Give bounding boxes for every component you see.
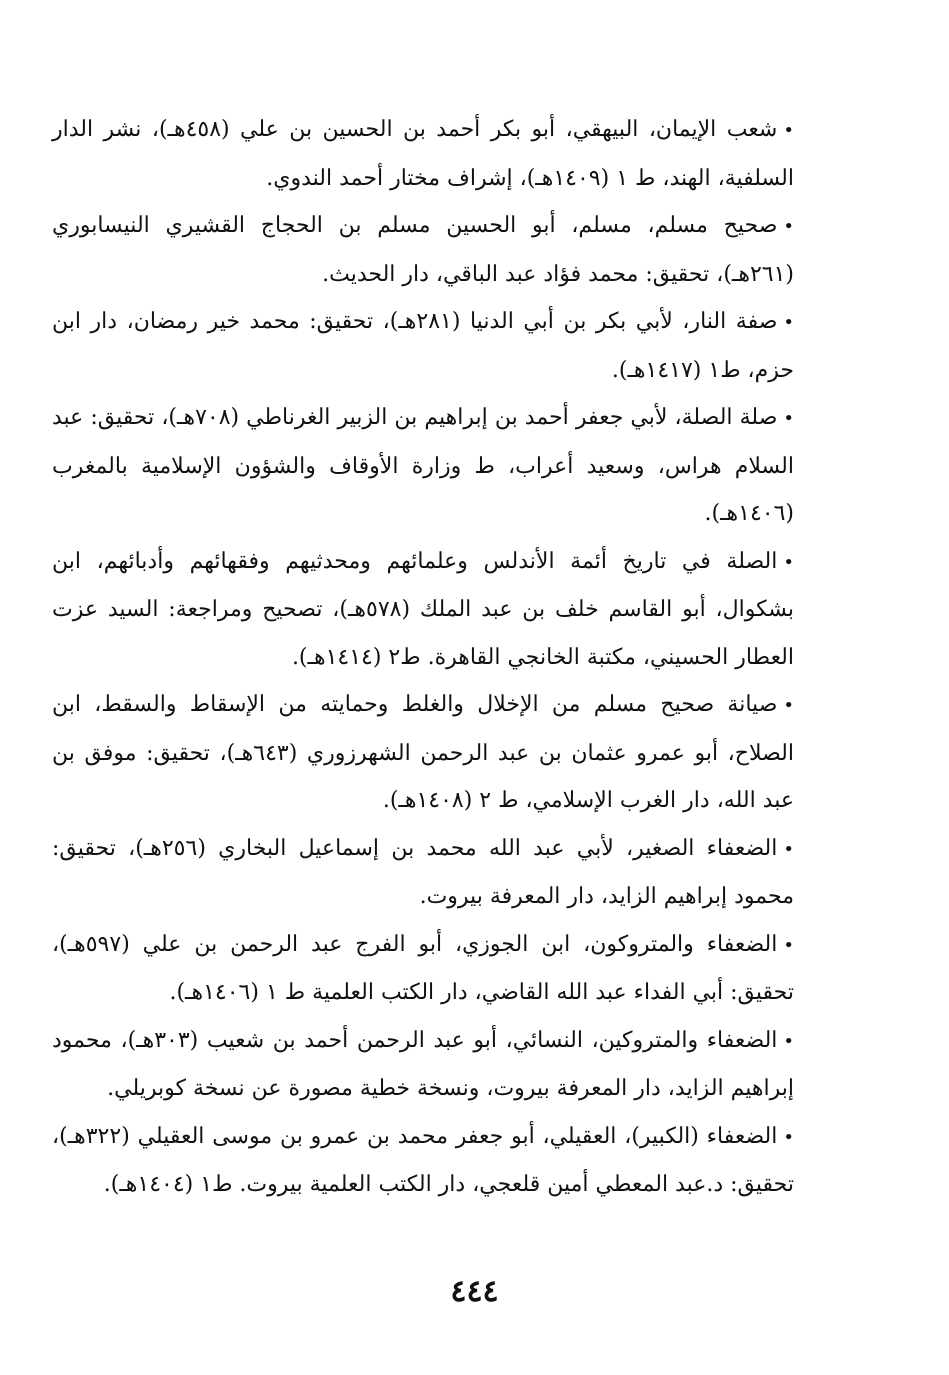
bibliography-entry — [52, 106, 794, 202]
entry-text: الضعفاء (الكبير)، العقيلي، أبو جعفر محمد بن عمرو بن موسى العقيلي (٣٢٢هـ)، تحقيق: د.عبد المعطي أمين قلعجي، دار الكتب العلمية بيروت. ط١ (١٤٠٤هـ). — [52, 1123, 794, 1197]
bullet-icon: • — [783, 120, 794, 141]
bibliography-list — [52, 106, 794, 1209]
entry-text: صيانة صحيح مسلم من الإخلال والغلط وحمايته من الإسقاط والسقط، ابن الصلاح، أبو عمرو عثمان بن عبد الرحمن الشهرزوري (٦٤٣هـ)، تحقيق: موفق بن عبد الله، دار الغرب الإسلامي، ط ٢ (١٤٠٨هـ). — [52, 692, 794, 813]
entry-text: شعب الإيمان، البيهقي، أبو بكر أحمد بن الحسين بن علي (٤٥٨هـ)، نشر الدار السلفية، الهند، ط ١ (١٤٠٩هـ)، إشراف مختار أحمد الندوي. — [52, 117, 794, 191]
page-number: ٤٤٤ — [450, 1274, 499, 1309]
bullet-icon: • — [783, 312, 794, 333]
bullet-icon: • — [783, 551, 794, 573]
entry-text: الصلة في تاريخ أئمة الأندلس وعلمائهم ومحدثيهم وفقهائهم وأدبائهم، ابن بشكوال، أبو القاسم خلف بن عبد الملك (٥٧٨هـ)، تصحيح ومراجعة: السيد عزت العطار الحسيني، مكتبة الخانجي القاهرة. ط٢ (١٤١٤هـ). — [52, 548, 794, 670]
bullet-icon: • — [783, 838, 794, 860]
bibliography-entry — [52, 538, 794, 682]
bibliography-entry — [52, 681, 794, 825]
entry-text: الضعفاء والمتروكون، ابن الجوزي، أبو الفرج عبد الرحمن بن علي (٥٩٧هـ)، تحقيق: أبي الفداء عبد الله القاضي، دار الكتب العلمية ط ١ (١٤٠٦هـ). — [52, 931, 794, 1005]
bullet-icon: • — [783, 408, 795, 429]
bullet-icon: • — [783, 1030, 795, 1052]
entry-text: الضعفاء والمتروكين، النسائي، أبو عبد الرحمن أحمد بن شعيب (٣٠٣هـ)، محمود إبراهيم الزايد، دار المعرفة بيروت، ونسخة خطية مصورة عن نسخة كوبريلي. — [52, 1027, 794, 1101]
entry-text: صلة الصلة، لأبي جعفر أحمد بن إبراهيم بن الزبير الغرناطي (٧٠٨هـ)، تحقيق: عبد السلام هراس، وسعيد أعراب، ط وزارة الأوقاف والشؤون الإسلامية بالمغرب (١٤٠٦هـ). — [52, 405, 794, 526]
entry-text: الضعفاء الصغير، لأبي عبد الله محمد بن إسماعيل البخاري (٢٥٦هـ)، تحقيق: محمود إبراهيم الزايد، دار المعرفة بيروت. — [52, 835, 794, 909]
bibliography-entry — [52, 202, 794, 298]
bibliography-entry — [52, 1017, 794, 1113]
entry-text: صفة النار، لأبي بكر بن أبي الدنيا (٢٨١هـ)، تحقيق: محمد خير رمضان، دار ابن حزم، ط١ (١٤١٧هـ). — [52, 309, 794, 383]
bullet-icon: • — [783, 934, 794, 956]
bullet-icon: • — [783, 216, 794, 237]
entry-text: صحيح مسلم، مسلم، أبو الحسين مسلم بن الحجاج القشيري النيسابوري (٢٦١هـ)، تحقيق: محمد فؤاد عبد الباقي، دار الحديث. — [52, 213, 794, 287]
bullet-icon: • — [783, 695, 794, 716]
bibliography-entry — [52, 298, 794, 394]
bullet-icon: • — [783, 1126, 794, 1148]
bibliography-entry — [52, 1113, 794, 1209]
bibliography-entry — [52, 825, 794, 921]
bibliography-entry — [52, 921, 794, 1017]
bibliography-entry — [52, 394, 794, 538]
